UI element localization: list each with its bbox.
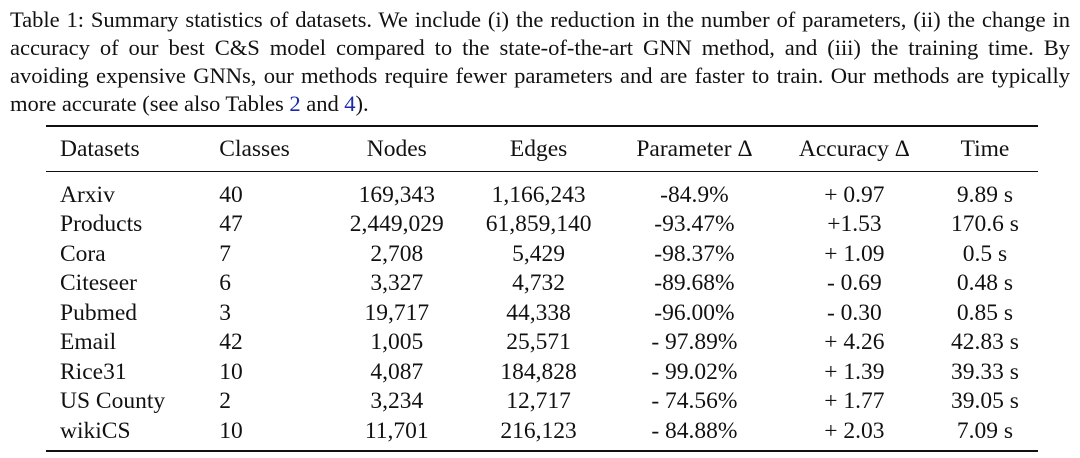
cell-accuracy-delta: + 1.39 <box>824 358 885 385</box>
table-row <box>46 172 1038 210</box>
cell-nodes: 3,327 <box>370 270 424 297</box>
cell-nodes: 2,449,029 <box>349 211 444 238</box>
header-row <box>46 126 1038 172</box>
cell-parameter-delta: -96.00% <box>654 299 735 326</box>
cell-edges: 61,859,140 <box>485 211 592 238</box>
cell-accuracy-delta: - 0.30 <box>826 299 882 326</box>
cell-dataset: Cora <box>60 240 106 267</box>
cell-time: 39.33 s <box>951 358 1019 385</box>
cell-dataset: Email <box>60 329 117 356</box>
dataset-statistics-table-wrap <box>46 125 1038 452</box>
cell-parameter-delta: - 74.56% <box>651 388 738 415</box>
header-classes: Classes <box>219 135 290 162</box>
caption-text: Summary statistics of datasets. We include (i) the reduction in the number of parameters, (ii) the change in accuracy of our best C&S model compared to the state-of-the-art GNN method, and (iii) the training time. By avoiding expensive GNNs, our methods require fewer parameters and are faster to train. Our methods are typically more accurate (see also Tables <box>10 7 1070 116</box>
cell-nodes: 11,701 <box>364 417 429 444</box>
header-datasets: Datasets <box>60 135 140 162</box>
cell-time: 0.5 s <box>962 240 1008 267</box>
cell-edges: 12,717 <box>506 388 571 415</box>
cell-parameter-delta: - 97.89% <box>651 329 738 356</box>
table-caption <box>10 6 1070 118</box>
header-time: Time <box>960 135 1010 162</box>
table-row <box>46 269 1038 299</box>
cell-dataset: Pubmed <box>60 299 138 326</box>
table-row <box>46 416 1038 451</box>
header-nodes: Nodes <box>366 135 427 162</box>
cell-time: 0.85 s <box>956 299 1014 326</box>
cell-accuracy-delta: + 2.03 <box>824 417 885 444</box>
cell-time: 170.6 s <box>951 211 1019 238</box>
caption-text: and <box>300 91 345 116</box>
table-row <box>46 357 1038 387</box>
table-row <box>46 298 1038 328</box>
cell-nodes: 2,708 <box>370 240 424 267</box>
header-accuracy-delta: Accuracy Δ <box>798 135 910 162</box>
cell-time: 7.09 s <box>956 417 1014 444</box>
cell-accuracy-delta: + 1.77 <box>824 388 885 415</box>
cell-parameter-delta: -84.9% <box>660 181 729 208</box>
cell-parameter-delta: - 84.88% <box>651 417 738 444</box>
cell-parameter-delta: -89.68% <box>654 270 735 297</box>
cell-classes: 6 <box>219 270 232 297</box>
cell-parameter-delta: -93.47% <box>654 211 735 238</box>
cell-parameter-delta: -98.37% <box>654 240 735 267</box>
cell-nodes: 4,087 <box>370 358 424 385</box>
caption-text: ). <box>355 91 369 116</box>
cell-dataset: US County <box>60 388 166 415</box>
cell-dataset: wikiCS <box>60 417 131 444</box>
table-row <box>46 387 1038 417</box>
cell-accuracy-delta: + 0.97 <box>824 181 885 208</box>
header-edges: Edges <box>509 135 568 162</box>
cell-accuracy-delta: +1.53 <box>827 211 882 238</box>
cell-nodes: 169,343 <box>358 181 435 208</box>
cell-accuracy-delta: + 1.09 <box>824 240 885 267</box>
caption-label: Table 1: <box>10 7 84 32</box>
table-ref-link[interactable]: 2 <box>289 91 301 116</box>
table-row <box>46 210 1038 240</box>
dataset-statistics-table <box>46 125 1038 452</box>
cell-edges: 216,123 <box>500 417 577 444</box>
cell-classes: 2 <box>219 388 232 415</box>
cell-accuracy-delta: + 4.26 <box>824 329 885 356</box>
table-row <box>46 239 1038 269</box>
cell-time: 42.83 s <box>951 329 1019 356</box>
cell-classes: 10 <box>219 358 243 385</box>
table-row <box>46 328 1038 358</box>
cell-classes: 42 <box>219 329 243 356</box>
cell-time: 0.48 s <box>956 270 1014 297</box>
cell-nodes: 1,005 <box>370 329 424 356</box>
cell-edges: 4,732 <box>512 270 566 297</box>
cell-classes: 7 <box>219 240 232 267</box>
cell-dataset: Citeseer <box>60 270 137 297</box>
cell-nodes: 3,234 <box>370 388 424 415</box>
cell-nodes: 19,717 <box>364 299 430 326</box>
cell-time: 9.89 s <box>956 181 1014 208</box>
table-ref-link[interactable]: 4 <box>344 91 356 116</box>
cell-dataset: Products <box>60 211 143 238</box>
cell-accuracy-delta: - 0.69 <box>826 270 882 297</box>
table-body <box>46 172 1038 451</box>
table-header <box>46 126 1038 172</box>
cell-dataset: Arxiv <box>60 181 115 208</box>
cell-classes: 40 <box>219 181 243 208</box>
cell-edges: 5,429 <box>512 240 566 267</box>
cell-edges: 1,166,243 <box>491 181 586 208</box>
cell-time: 39.05 s <box>951 388 1019 415</box>
header-parameter-delta: Parameter Δ <box>636 135 753 162</box>
cell-classes: 47 <box>219 211 243 238</box>
cell-dataset: Rice31 <box>60 358 127 385</box>
cell-edges: 184,828 <box>500 358 577 385</box>
cell-edges: 25,571 <box>506 329 571 356</box>
cell-classes: 10 <box>219 417 243 444</box>
cell-edges: 44,338 <box>506 299 571 326</box>
cell-parameter-delta: - 99.02% <box>651 358 738 385</box>
cell-classes: 3 <box>219 299 232 326</box>
